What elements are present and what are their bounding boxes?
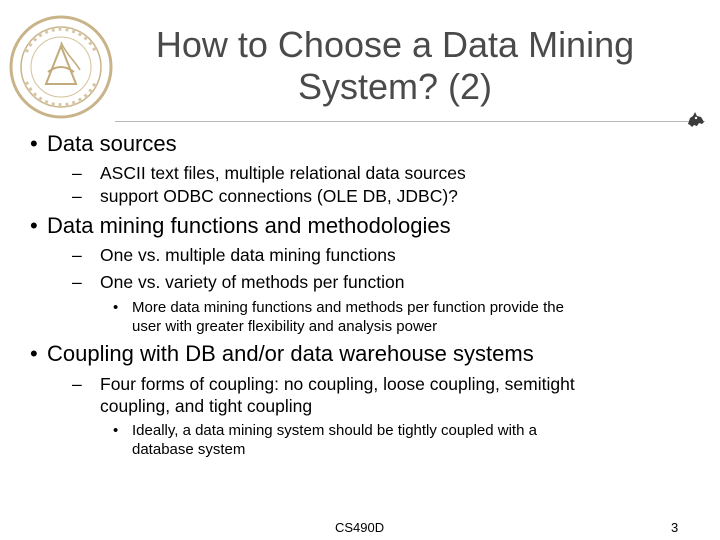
slide-title-line-1: How to Choose a Data Mining xyxy=(155,24,635,65)
bullet-item xyxy=(30,131,177,157)
note-text-line-2: user with greater flexibility and analysis power xyxy=(132,318,438,335)
note-text-line-1: Ideally, a data mining system should be tightly coupled with a xyxy=(132,422,537,439)
footer-course: CS490D xyxy=(335,520,385,535)
sub-bullet-item xyxy=(72,373,575,417)
bullet-marker: • xyxy=(30,341,38,366)
dash-marker: – xyxy=(72,245,82,265)
sub-bullet-text: One vs. variety of methods per function xyxy=(100,272,405,292)
sub-bullet-text: ASCII text files, multiple relational data sources xyxy=(100,163,466,183)
note-item xyxy=(113,421,537,459)
sub-bullet-text: One vs. multiple data mining functions xyxy=(100,245,396,265)
bullet-text: Data sources xyxy=(47,131,177,156)
bullet-text: Coupling with DB and/or data warehouse systems xyxy=(47,341,534,366)
sub-bullet-text-line-2: coupling, and tight coupling xyxy=(100,396,313,416)
dash-marker: – xyxy=(72,163,82,183)
dash-marker: – xyxy=(72,186,82,206)
page-number: 3 xyxy=(671,520,679,535)
bullet-item xyxy=(30,341,534,367)
sub-bullet-item xyxy=(72,271,404,293)
bullet-marker: • xyxy=(113,299,119,316)
bullet-item xyxy=(30,213,451,239)
note-text-line-2: database system xyxy=(132,441,246,458)
note-item xyxy=(113,298,564,336)
sub-bullet-text: support ODBC connections (OLE DB, JDBC)? xyxy=(100,186,458,206)
dash-marker: – xyxy=(72,272,82,292)
bullet-marker: • xyxy=(113,422,119,439)
sub-bullet-text-line-1: Four forms of coupling: no coupling, loose coupling, semitight xyxy=(100,374,575,394)
slide-title-line-2: System? (2) xyxy=(297,66,493,107)
note-text-line-1: More data mining functions and methods per function provide the xyxy=(132,299,564,316)
sub-bullet-item xyxy=(72,244,396,266)
dash-marker: – xyxy=(72,374,82,394)
sub-bullet-item xyxy=(72,162,466,184)
bullet-marker: • xyxy=(30,131,38,156)
bullet-marker: • xyxy=(30,213,38,238)
bullet-text: Data mining functions and methodologies xyxy=(47,213,451,238)
sub-bullet-item xyxy=(72,185,458,207)
